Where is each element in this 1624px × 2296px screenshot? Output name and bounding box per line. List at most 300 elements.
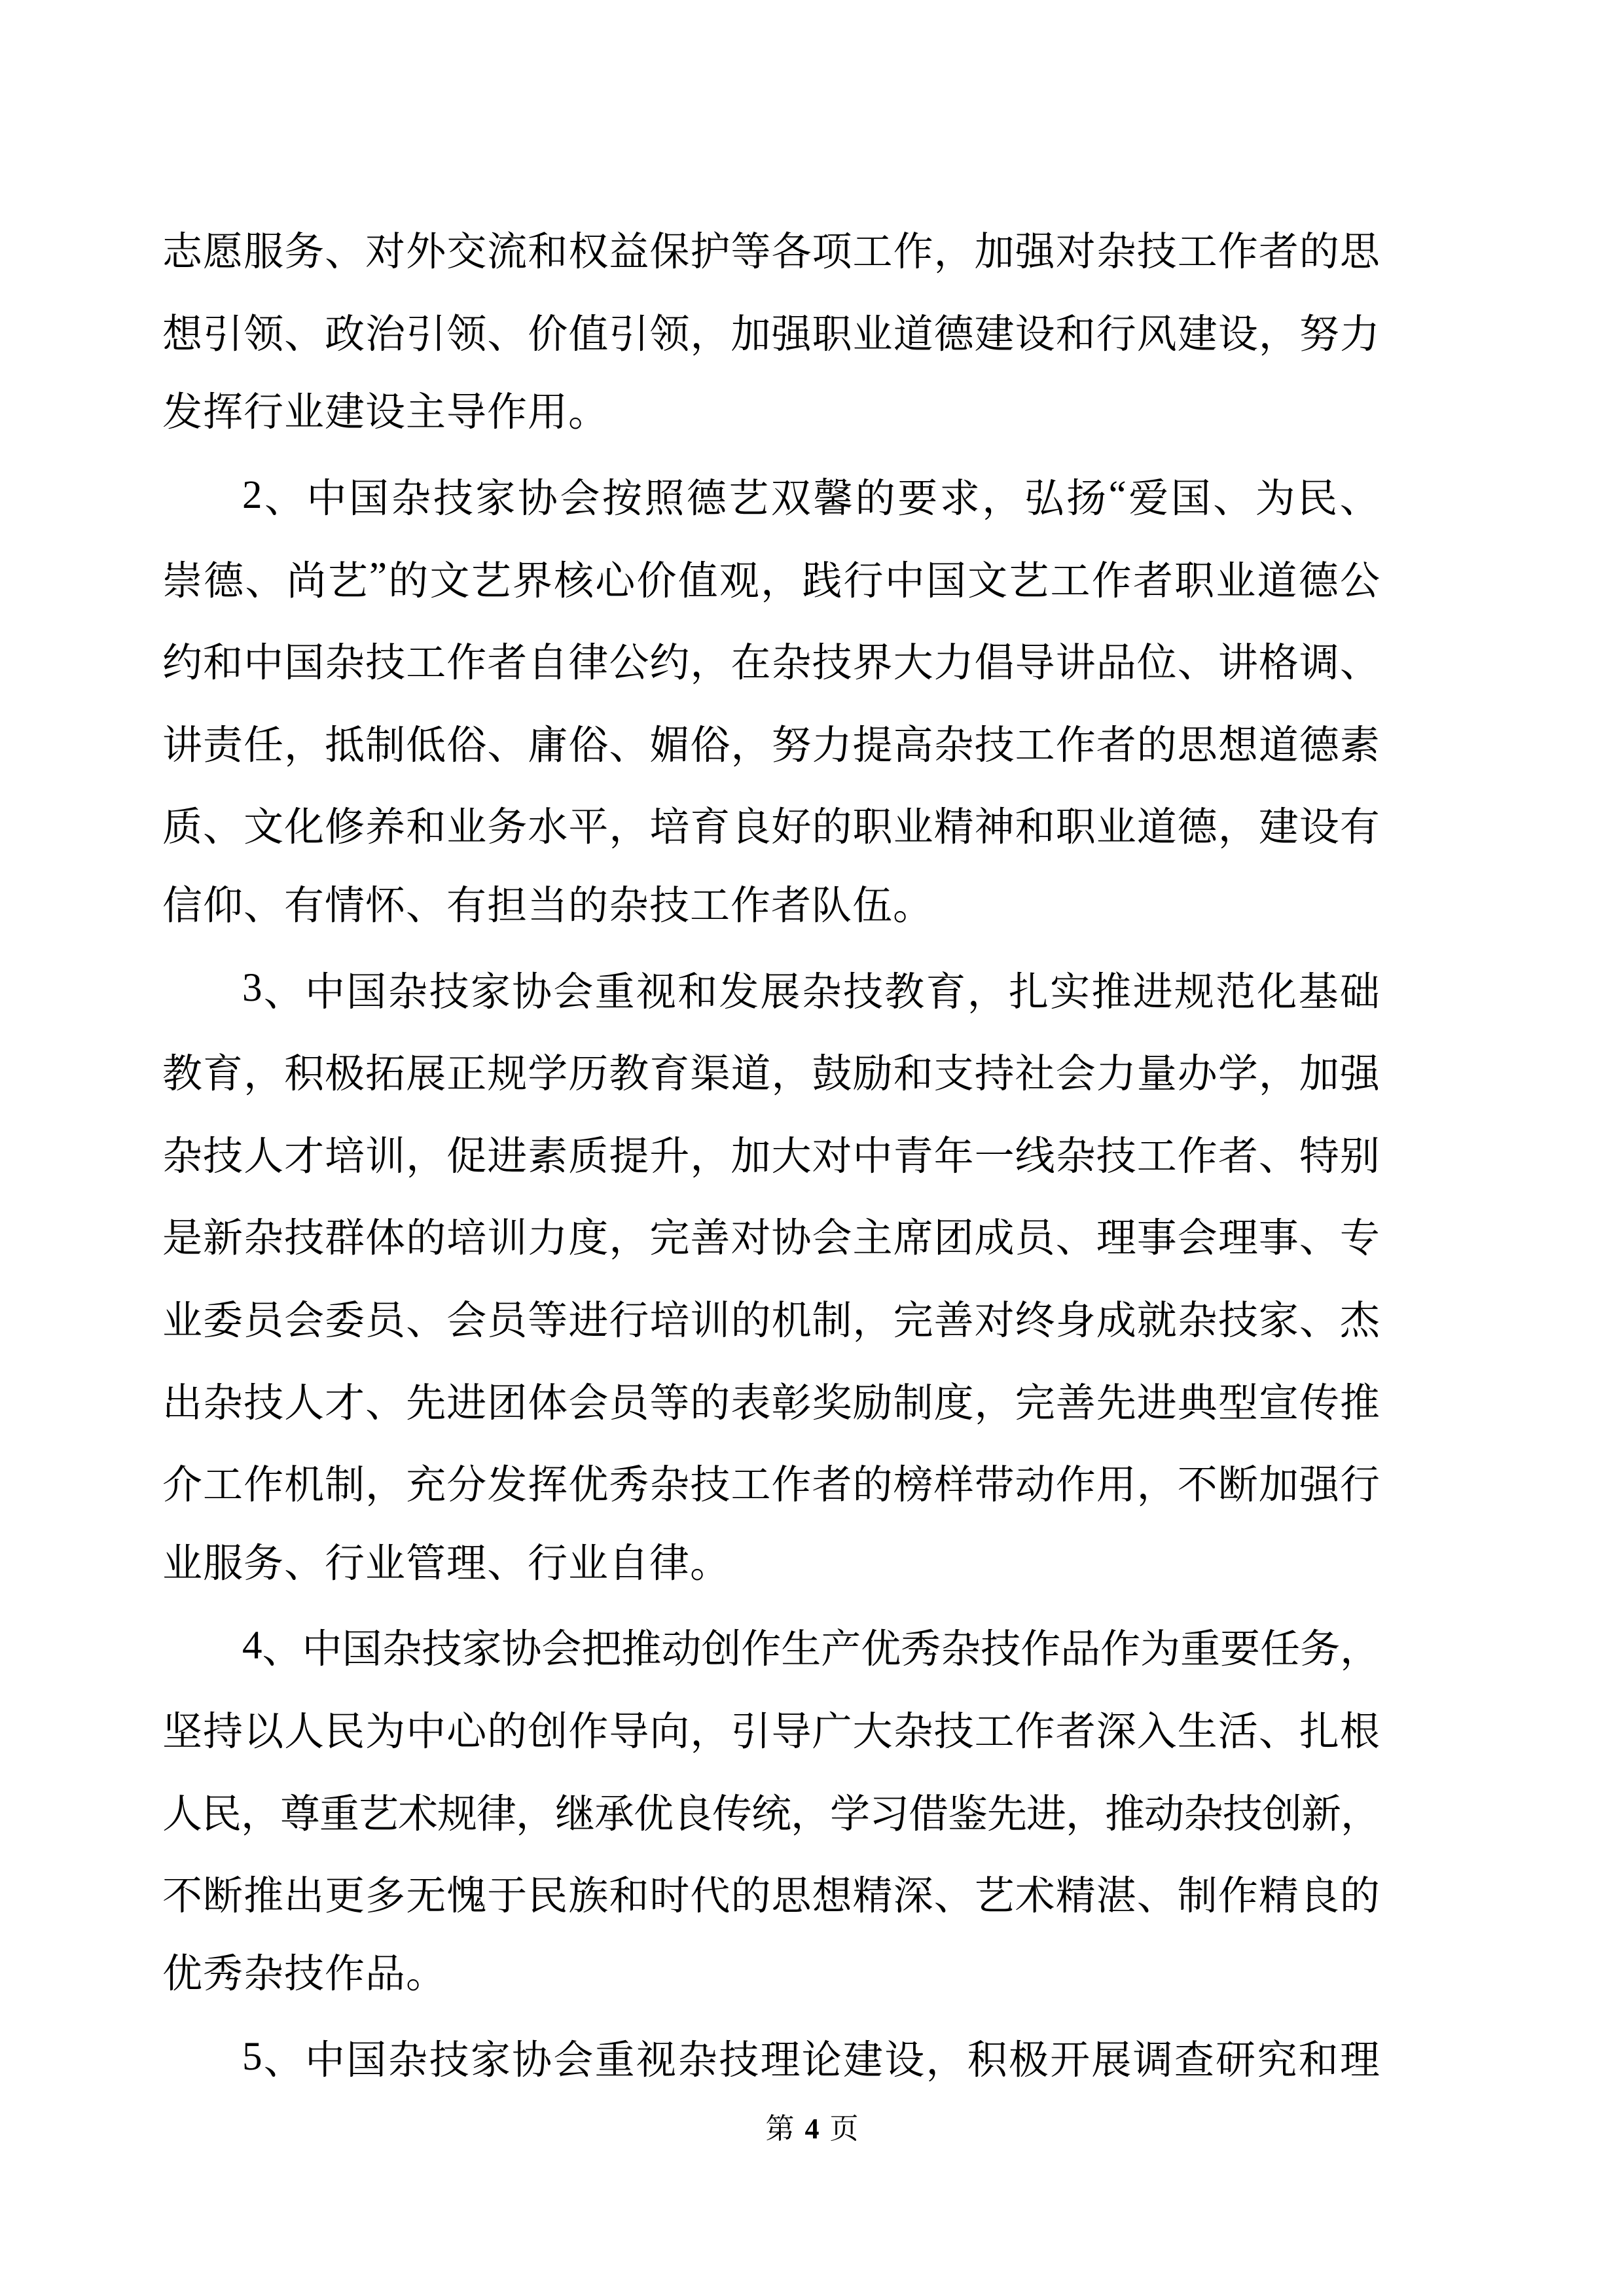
text-line: 业服务、行业管理、行业自律。 — [162, 1541, 731, 1586]
text-char: 秀 — [609, 1463, 649, 1508]
text-char: 3 — [242, 966, 262, 1011]
text-char: 技 — [812, 641, 852, 686]
text-char: 善 — [933, 1299, 974, 1344]
text-char: 者 — [1132, 559, 1173, 603]
text-char: 协 — [501, 1628, 542, 1672]
text-char: 强 — [1015, 230, 1055, 275]
text-char: ， — [933, 230, 974, 275]
text-char: 引 — [406, 312, 446, 357]
text-char: 道 — [1258, 723, 1299, 768]
text-char: ， — [365, 1463, 406, 1508]
text-char: 职 — [1055, 806, 1096, 850]
text-char: 规 — [437, 1792, 478, 1837]
text-char: 人 — [284, 1710, 325, 1754]
text-char: 国 — [1170, 477, 1211, 522]
text-line — [162, 701, 1380, 783]
text-char: ， — [1340, 1628, 1380, 1672]
text-char: 想 — [812, 1874, 852, 1919]
text-char: ， — [241, 1792, 281, 1837]
text-char: 职 — [852, 806, 893, 850]
text-char: 承 — [594, 1792, 635, 1837]
text-char: 律 — [568, 641, 609, 686]
text-char: 技 — [981, 1628, 1021, 1672]
text-char: 和 — [203, 641, 244, 686]
text-char: ， — [926, 2039, 966, 2083]
text-char: 者 — [1096, 723, 1136, 768]
text-char: 的 — [812, 806, 852, 850]
text-char: 修 — [325, 806, 365, 850]
text-char: ， — [609, 806, 649, 850]
text-char: 业 — [162, 1299, 203, 1344]
text-char: 建 — [974, 312, 1015, 357]
text-char: 培 — [325, 1134, 365, 1179]
text-char: 和 — [1015, 806, 1055, 850]
text-char: 、 — [284, 312, 325, 357]
text-char: 对 — [731, 1217, 771, 1261]
text-char: 等 — [731, 230, 771, 275]
text-char: 良 — [673, 1792, 713, 1837]
text-char: 思 — [1339, 230, 1380, 275]
text-char: 深 — [893, 1874, 933, 1919]
text-char: 团 — [933, 1217, 974, 1261]
text-char: 、 — [487, 312, 528, 357]
text-char: 进 — [1026, 1792, 1067, 1837]
text-char: ， — [284, 723, 325, 768]
text-char: 作 — [1055, 723, 1096, 768]
text-char: 协 — [512, 2039, 552, 2083]
text-char: 家 — [1258, 1299, 1299, 1344]
text-char: 进 — [487, 1134, 528, 1179]
text-char: ， — [1136, 1463, 1177, 1508]
text-char: 活 — [1218, 1710, 1258, 1754]
text-char: 工 — [731, 1463, 771, 1508]
text-char: 素 — [528, 1134, 568, 1179]
text-char: 风 — [1136, 312, 1177, 357]
text-char: 族 — [568, 1874, 609, 1919]
text-char: 杂 — [771, 641, 812, 686]
text-char: 充 — [406, 1463, 446, 1508]
text-char: 俗 — [568, 723, 609, 768]
text-char: 律 — [477, 1792, 517, 1837]
text-char: 高 — [893, 723, 933, 768]
text-char: 者 — [1218, 1134, 1258, 1179]
text-char: 心 — [595, 559, 636, 603]
text-char: 代 — [690, 1874, 731, 1919]
text-char: 理 — [760, 2039, 801, 2083]
text-char: 的 — [852, 1463, 893, 1508]
text-char: 不 — [162, 1874, 203, 1919]
text-char: 行 — [1096, 312, 1136, 357]
text-char: 进 — [1132, 970, 1173, 1014]
text-char: 养 — [365, 806, 406, 850]
text-char: ， — [967, 970, 1007, 1014]
text-char: 道 — [1257, 559, 1297, 603]
text-char: 成 — [1096, 1299, 1136, 1344]
text-char: 彰 — [771, 1381, 812, 1426]
text-char: 的 — [1339, 1874, 1380, 1919]
text-char: 工 — [203, 1463, 244, 1508]
text-char: 、 — [406, 1299, 446, 1344]
text-char: ， — [690, 312, 731, 357]
text-char: 文 — [244, 806, 284, 850]
text-char: 历 — [568, 1052, 609, 1097]
text-char: 对 — [365, 230, 406, 275]
text-char: 艺 — [359, 1792, 399, 1837]
text-char: 作 — [741, 1628, 782, 1672]
text-char: 大 — [852, 1710, 893, 1754]
text-char: 中 — [302, 1628, 342, 1672]
text-char: 设 — [1299, 806, 1339, 850]
text-char: 媚 — [649, 723, 690, 768]
text-char: 机 — [284, 1463, 325, 1508]
text-char: 先 — [1096, 1381, 1136, 1426]
text-char: 展 — [760, 970, 801, 1014]
text-char: 多 — [365, 1874, 406, 1919]
text-char: 加 — [974, 230, 1015, 275]
text-char: 别 — [1339, 1134, 1380, 1179]
text-char: 技 — [244, 1381, 284, 1426]
text-char: 理 — [1218, 1217, 1258, 1261]
text-char: 就 — [1136, 1299, 1177, 1344]
text-char: 国 — [348, 477, 389, 522]
text-char: 度 — [568, 1217, 609, 1261]
text-char: 技 — [429, 2039, 469, 2083]
text-char: 行 — [843, 559, 884, 603]
text-char: 杂 — [203, 1381, 244, 1426]
text-char: 道 — [893, 312, 933, 357]
text-char: 力 — [812, 723, 852, 768]
text-char: 文 — [429, 559, 470, 603]
text-char: 于 — [487, 1874, 528, 1919]
text-line — [162, 619, 1380, 701]
text-char: 工 — [1136, 1134, 1177, 1179]
text-char: 创 — [701, 1628, 742, 1672]
text-char: 发 — [487, 1463, 528, 1508]
text-char: 流 — [487, 230, 528, 275]
text-char: 推 — [1091, 970, 1132, 1014]
text-char: 对 — [1055, 230, 1096, 275]
text-char: 推 — [244, 1874, 284, 1919]
text-char: 统 — [751, 1792, 792, 1837]
text-char: 中 — [852, 1134, 893, 1179]
text-line — [162, 783, 1380, 865]
text-char: ， — [1258, 312, 1299, 357]
text-char: 会 — [560, 477, 600, 522]
text-char: 会 — [812, 1217, 852, 1261]
text-char: 杂 — [941, 1628, 981, 1672]
text-char: 样 — [933, 1463, 974, 1508]
text-char: 会 — [553, 2039, 594, 2083]
text-char: 作 — [1177, 1134, 1218, 1179]
text-char: 导 — [609, 1710, 649, 1754]
text-char: 杂 — [388, 970, 428, 1014]
text-char: 良 — [731, 806, 771, 850]
text-char: 按 — [602, 477, 642, 522]
text-char: 为 — [1140, 1628, 1181, 1672]
text-char: 中 — [306, 477, 347, 522]
text-line — [162, 1441, 1380, 1523]
text-char: 时 — [649, 1874, 690, 1919]
text-char: 质 — [568, 1134, 609, 1179]
text-char: 完 — [1015, 1381, 1055, 1426]
text-char: 化 — [1257, 970, 1297, 1014]
text-char: 业 — [1096, 806, 1136, 850]
text-char: 主 — [852, 1217, 893, 1261]
text-char: 核 — [554, 559, 594, 603]
text-char: 先 — [406, 1381, 446, 1426]
text-char: 继 — [555, 1792, 596, 1837]
text-char: 体 — [365, 1217, 406, 1261]
text-char: 努 — [1299, 312, 1339, 357]
text-char: 工 — [1015, 723, 1055, 768]
text-char: 善 — [690, 1217, 731, 1261]
text-char: 想 — [162, 312, 203, 357]
text-char: 优 — [634, 1792, 674, 1837]
text-char: 民 — [202, 1792, 242, 1837]
text-char: 杰 — [1339, 1299, 1380, 1344]
text-char: 道 — [1136, 806, 1177, 850]
text-char: “ — [1108, 473, 1127, 517]
text-char: 是 — [162, 1217, 203, 1261]
text-char: 量 — [1136, 1052, 1177, 1097]
text-char: 品 — [1060, 1628, 1101, 1672]
text-line — [162, 1687, 1380, 1770]
page-number: 4 — [804, 2113, 820, 2145]
text-char: ， — [1258, 1052, 1299, 1097]
text-char: 在 — [731, 641, 771, 686]
text-char: 工 — [1050, 559, 1091, 603]
text-char: 文 — [967, 559, 1008, 603]
text-char: 借 — [909, 1792, 949, 1837]
text-char: 教 — [162, 1052, 203, 1097]
text-char: ， — [771, 1052, 812, 1097]
text-char: 极 — [1008, 2039, 1049, 2083]
text-char: 思 — [771, 1874, 812, 1919]
text-char: 强 — [1339, 1052, 1380, 1097]
text-char: 协 — [517, 477, 558, 522]
text-char: 杂 — [801, 970, 842, 1014]
text-char: ， — [690, 1134, 731, 1179]
text-char: 大 — [893, 641, 933, 686]
text-char: 加 — [1258, 1463, 1299, 1508]
text-char: 任 — [244, 723, 284, 768]
text-char: 制 — [365, 723, 406, 768]
text-char: ， — [244, 1052, 284, 1097]
text-char: 和 — [609, 1874, 649, 1919]
text-char: 训 — [487, 1217, 528, 1261]
text-line — [162, 536, 1380, 619]
text-char: 优 — [568, 1463, 609, 1508]
text-char: 民 — [1297, 477, 1338, 522]
text-char: 调 — [1299, 641, 1339, 686]
text-line — [162, 1276, 1380, 1359]
text-char: 实 — [1050, 970, 1091, 1014]
text-char: 技 — [429, 970, 469, 1014]
text-char: 极 — [325, 1052, 365, 1097]
text-char: ， — [690, 1710, 731, 1754]
text-char: 馨 — [813, 477, 854, 522]
text-char: 宣 — [1258, 1381, 1299, 1426]
text-char: 力 — [1096, 1052, 1136, 1097]
text-char: ， — [690, 641, 731, 686]
text-char: 职 — [1174, 559, 1215, 603]
text-char: 杂 — [391, 477, 431, 522]
text-char: 务 — [284, 230, 325, 275]
text-char: 抵 — [325, 723, 365, 768]
text-char: 作 — [1100, 1628, 1141, 1672]
text-char: 精 — [1055, 1874, 1096, 1919]
text-char: 群 — [325, 1217, 365, 1261]
text-char: 无 — [406, 1874, 446, 1919]
text-char: 展 — [1091, 2039, 1132, 2083]
text-char: 务 — [1300, 1628, 1341, 1672]
text-char: 优 — [861, 1628, 901, 1672]
text-line — [162, 947, 1380, 1030]
text-char: 中 — [304, 970, 345, 1014]
text-char: 德 — [1298, 559, 1339, 603]
text-char: 杂 — [649, 1463, 690, 1508]
text-char: 员 — [487, 1299, 528, 1344]
text-char: 事 — [1258, 1217, 1299, 1261]
text-char: 励 — [852, 1381, 893, 1426]
text-char: 生 — [1177, 1710, 1218, 1754]
text-char: 家 — [461, 1628, 502, 1672]
text-char: 国 — [346, 970, 387, 1014]
text-char: 5 — [242, 2034, 262, 2079]
text-char: 不 — [1177, 1463, 1218, 1508]
text-char: 推 — [1105, 1792, 1146, 1837]
text-char: 促 — [446, 1134, 487, 1179]
text-char: 领 — [446, 312, 487, 357]
text-char: 特 — [1299, 1134, 1339, 1179]
text-char: ， — [791, 1792, 831, 1837]
text-char: 德 — [1177, 806, 1218, 850]
text-char: 外 — [406, 230, 446, 275]
text-char: 视 — [636, 2039, 676, 2083]
text-char: 教 — [609, 1052, 649, 1097]
text-char: 的 — [855, 477, 895, 522]
text-char: 员 — [365, 1299, 406, 1344]
text-char: 、 — [1339, 477, 1380, 522]
text-char: 传 — [1299, 1381, 1339, 1426]
text-char: 艺 — [471, 559, 511, 603]
text-char: 榜 — [893, 1463, 933, 1508]
text-char: 国 — [926, 559, 966, 603]
text-char: 一 — [974, 1134, 1015, 1179]
text-char: 者 — [1055, 1710, 1096, 1754]
text-char: 育 — [926, 970, 966, 1014]
text-char: 展 — [406, 1052, 446, 1097]
text-char: 中 — [304, 2039, 345, 2083]
text-char: 教 — [884, 970, 925, 1014]
text-char: 的 — [388, 559, 429, 603]
text-char: 会 — [1055, 1052, 1096, 1097]
text-line: 发挥行业建设主导作用。 — [162, 391, 609, 435]
text-char: 范 — [1216, 970, 1256, 1014]
text-char: 作 — [1091, 559, 1132, 603]
text-char: 训 — [365, 1134, 406, 1179]
text-char: 事 — [1136, 1217, 1177, 1261]
text-char: 培 — [649, 1299, 690, 1344]
text-line — [162, 1030, 1380, 1112]
text-char: 杂 — [1177, 1299, 1218, 1344]
text-char: 低 — [406, 723, 446, 768]
text-char: 先 — [987, 1792, 1028, 1837]
text-char: 工 — [974, 1710, 1015, 1754]
text-char: ， — [609, 1217, 649, 1261]
text-char: 技 — [690, 1463, 731, 1508]
text-char: 艺 — [327, 559, 368, 603]
text-char: 习 — [869, 1792, 910, 1837]
text-char: 理 — [1096, 1217, 1136, 1261]
text-char: 技 — [365, 641, 406, 686]
text-char: 奖 — [812, 1381, 852, 1426]
text-char: 作 — [1020, 1628, 1061, 1672]
text-char: 、 — [264, 477, 304, 522]
footer-suffix: 页 — [829, 2113, 859, 2145]
text-line — [162, 1112, 1380, 1194]
text-char: 各 — [771, 230, 812, 275]
text-char: 愧 — [446, 1874, 487, 1919]
text-char: 人 — [244, 1134, 284, 1179]
text-char: 2 — [242, 473, 262, 517]
text-char: 以 — [244, 1710, 284, 1754]
text-char: 品 — [1096, 641, 1136, 686]
text-char: 、 — [487, 723, 528, 768]
text-char: 力 — [528, 1217, 568, 1261]
text-char: 论 — [801, 2039, 842, 2083]
text-char: 俗 — [690, 723, 731, 768]
text-char: 型 — [1218, 1381, 1258, 1426]
text-char: 约 — [649, 641, 690, 686]
text-char: 础 — [1339, 970, 1380, 1014]
text-char: 制 — [812, 1299, 852, 1344]
text-char: 、 — [1339, 641, 1380, 686]
text-char: 设 — [1218, 312, 1258, 357]
text-char: 技 — [1136, 230, 1177, 275]
text-char: 、 — [365, 1381, 406, 1426]
text-line — [162, 1852, 1380, 1934]
text-char: 国 — [342, 1628, 382, 1672]
text-char: 和 — [406, 806, 446, 850]
text-char: 对 — [974, 1299, 1015, 1344]
text-char: 想 — [1218, 723, 1258, 768]
text-char: 弘 — [1024, 477, 1064, 522]
text-char: 技 — [974, 723, 1015, 768]
text-char: ， — [731, 723, 771, 768]
text-char: 提 — [852, 723, 893, 768]
text-char: 重 — [1180, 1628, 1221, 1672]
text-char: ， — [406, 1134, 446, 1179]
text-char: 用 — [1096, 1463, 1136, 1508]
text-char: 学 — [1218, 1052, 1258, 1097]
text-char: 中 — [884, 559, 925, 603]
text-char: 思 — [1177, 723, 1218, 768]
text-char: 分 — [446, 1463, 487, 1508]
text-char: ， — [852, 1299, 893, 1344]
text-char: 技 — [284, 1217, 325, 1261]
text-char: 值 — [568, 312, 609, 357]
text-char: 格 — [1258, 641, 1299, 686]
text-char: 家 — [475, 477, 516, 522]
text-char: 爱 — [1128, 477, 1169, 522]
text-char: 力 — [933, 641, 974, 686]
text-char: 机 — [771, 1299, 812, 1344]
text-char: 规 — [487, 1052, 528, 1097]
text-char: 作 — [771, 1463, 812, 1508]
text-char: 鉴 — [948, 1792, 988, 1837]
text-char: 提 — [609, 1134, 649, 1179]
